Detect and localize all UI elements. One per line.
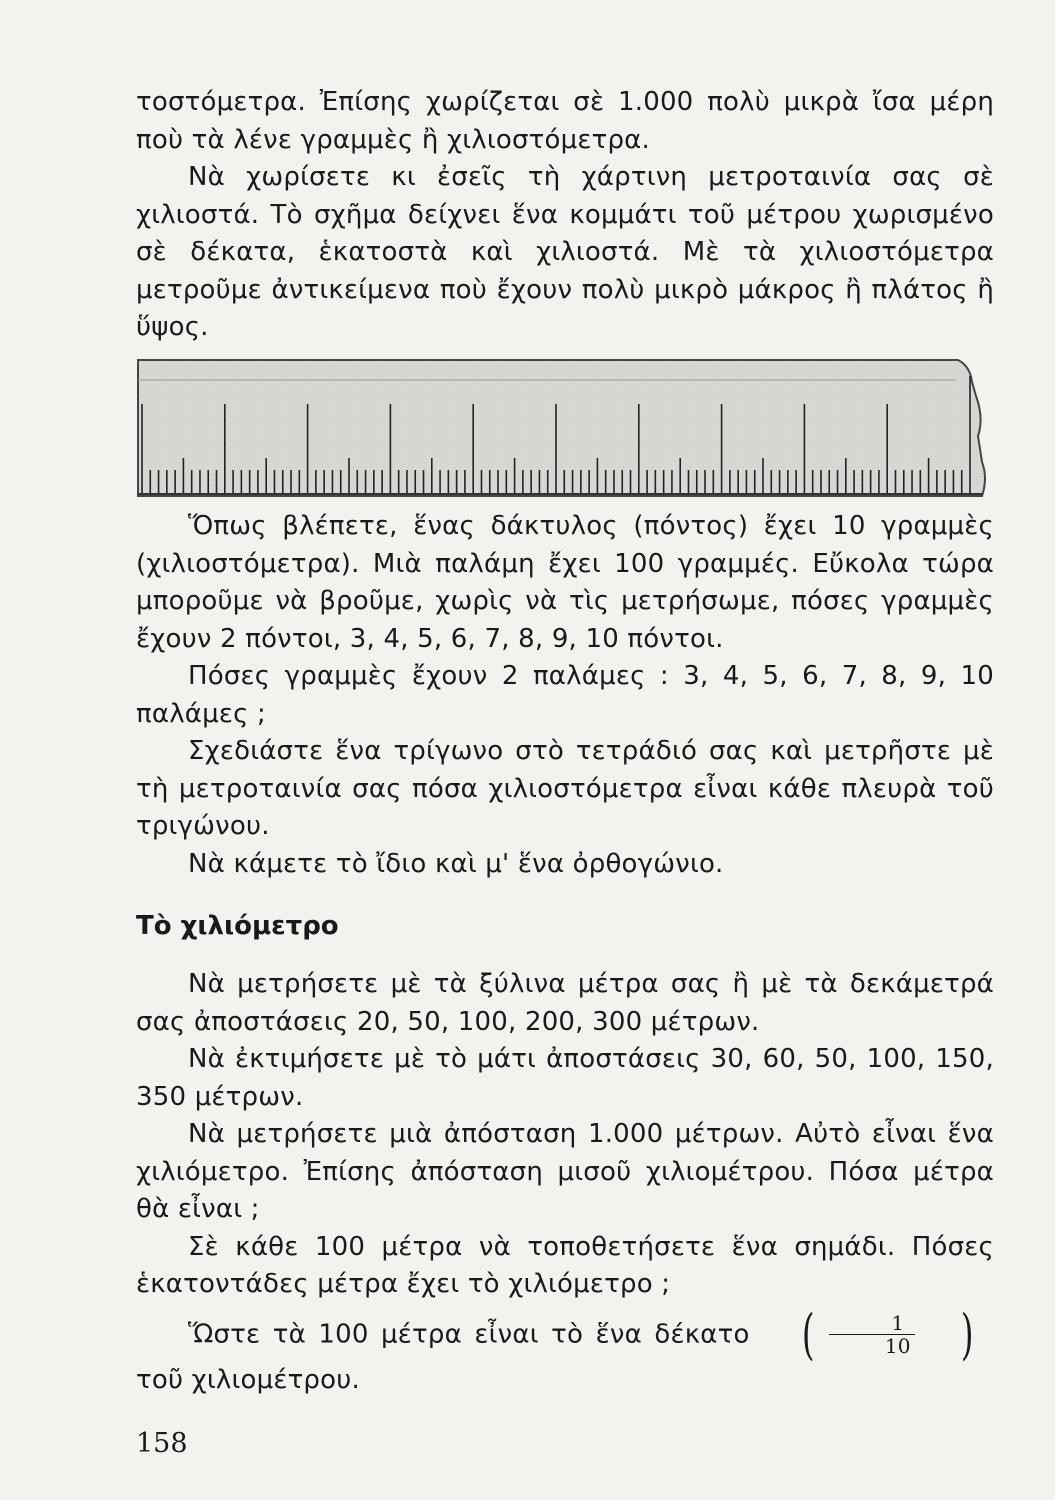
paragraph-rectangle-task: Νὰ κάμετε τὸ ἴδιο καὶ μ' ἕνα ὀρθογώνιο. (188, 848, 724, 879)
paragraph-measure-distances: Νὰ μετρήσετε μὲ τὰ ξύλινα μέτρα σας ἢ μὲ τὰ δεκάμετρά σας ἀποστάσεις 20, 50, 100, 200, 300 μέτρων. (136, 969, 994, 1037)
fraction-denominator: 10 (884, 1334, 911, 1358)
paragraph-finger-lines: Ὅπως βλέπετε, ἕνας δάκτυλος (πόντος) ἔχει 10 γραμμὲς (χιλιοστόμετρα). Μιὰ παλάμη ἔχει 100 γραμμές. Εὔκολα τώρα μποροῦμε νὰ βροῦμε, χωρὶς νὰ τὶς μετρήσωμε, πόσες γραμμὲς ἔχουν 2 πόντοι, 3, 4, 5, 6, 7, 8, 9, 10 πόντοι. (136, 511, 994, 654)
intro-text-block (136, 84, 994, 347)
paragraph-one-tenth (136, 1302, 994, 1400)
ruler-explanation-block (136, 508, 994, 883)
kilometer-text-block (136, 966, 994, 1399)
page-number: 158 (136, 1428, 188, 1459)
section-heading-kilometer: Τὸ χιλιόμετρο (136, 911, 339, 941)
paragraph-measure-1000: Νὰ μετρήσετε μιὰ ἀπόσταση 1.000 μέτρων. Αὐτὸ εἶναι ἕνα χιλιόμετρο. Ἐπίσης ἀπόσταση μισοῦ χιλιομέτρου. Πόσα μέτρα θὰ εἶναι ; (136, 1119, 994, 1224)
one-tenth-text-before: Ὥστε τὰ 100 μέτρα εἶναι τὸ ἕνα δέκατο (188, 1319, 750, 1349)
left-paren: ( (801, 1302, 815, 1366)
paragraph-triangle-task: Σχεδιάστε ἕνα τρίγωνο στὸ τετράδιό σας καὶ μετρῆστε μὲ τὴ μετροταινία σας πόσα χιλιοστόμετρα εἶναι κάθε πλευρὰ τοῦ τριγώνου. (136, 736, 994, 841)
ruler-figure (136, 358, 986, 500)
paragraph-palms-question: Πόσες γραμμὲς ἔχουν 2 παλάμες : 3, 4, 5, 6, 7, 8, 9, 10 παλάμες ; (136, 661, 994, 729)
right-paren: ) (960, 1302, 974, 1366)
one-tenth-text-after: τοῦ χιλιομέτρου. (136, 1364, 360, 1395)
paragraph-estimate-distances: Νὰ ἐκτιμήσετε μὲ τὸ μάτι ἀποστάσεις 30, 60, 50, 100, 150, 350 μέτρων. (136, 1044, 994, 1112)
paragraph-markers: Σὲ κάθε 100 μέτρα νὰ τοποθετήσετε ἕνα σημάδι. Πόσες ἑκατοντάδες μέτρα ἔχει τὸ χιλιόμετρο ; (136, 1231, 994, 1299)
fraction-one-tenth (756, 1302, 988, 1366)
paragraph-continuation: τοστόμετρα. Ἐπίσης χωρίζεται σὲ 1.000 πολὺ μικρὰ ἴσα μέρη ποὺ τὰ λένε γραμμὲς ἢ χιλιοστόμετρα. (136, 87, 994, 155)
fraction-numerator: 1 (891, 1311, 905, 1335)
paragraph-ruler-instructions: Νὰ χωρίσετε κι ἐσεῖς τὴ χάρτινη μετροταινία σας σὲ χιλιοστά. Τὸ σχῆμα δείχνει ἕνα κομμάτι τοῦ μέτρου χωρισμένο σὲ δέκατα, ἑκατοστὰ καὶ χιλιοστά. Μὲ τὰ χιλιοστόμετρα μετροῦμε ἀντικείμενα ποὺ ἔχουν πολὺ μικρὸ μάκρος ἢ πλάτος ἢ ὕψος. (136, 162, 994, 342)
